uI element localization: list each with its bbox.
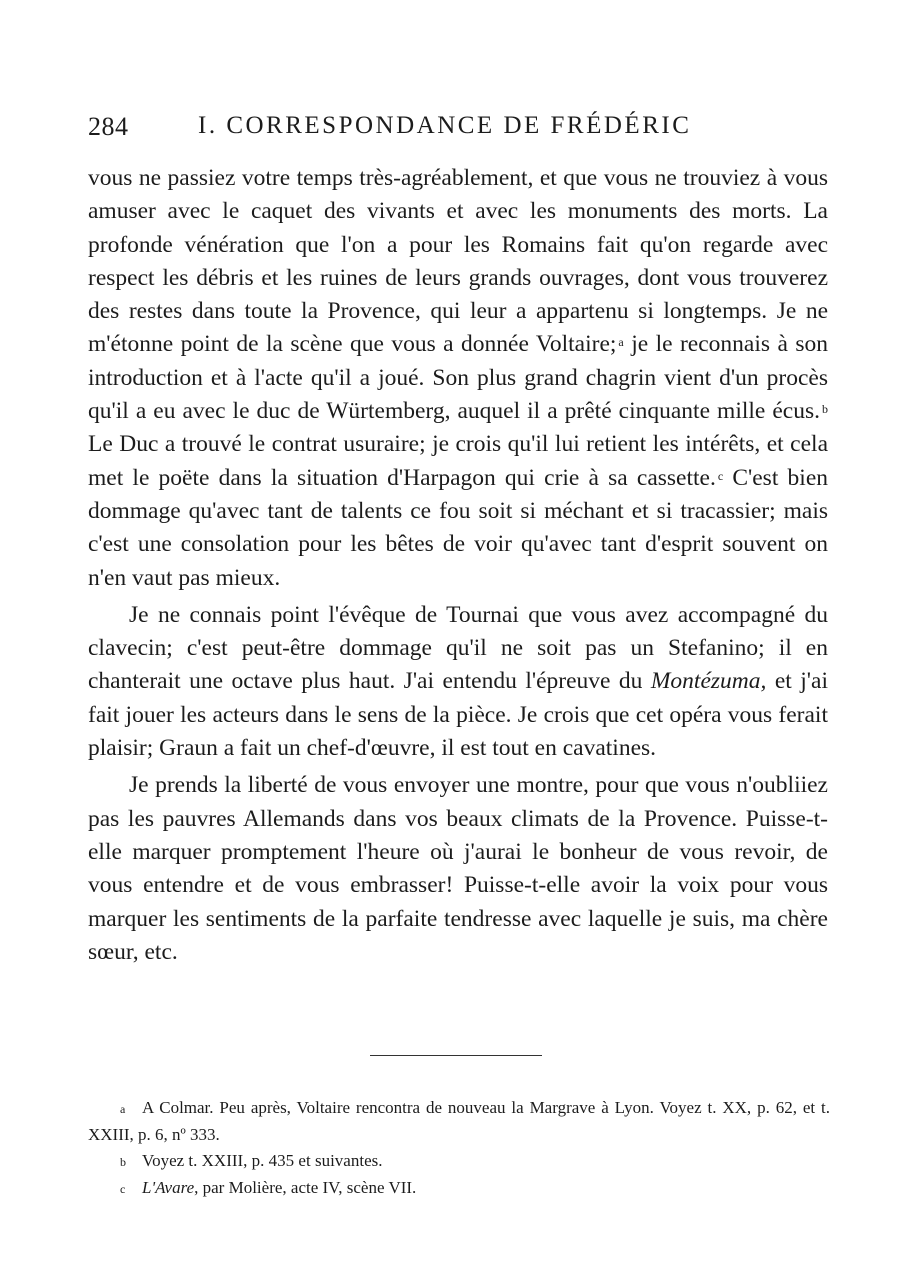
paragraph-3: Je prends la liberté de vous envoyer une montre, pour que vous n'oubliiez pas les pauvres Allemands dans vos beaux climats de la Provence. Puisse-t-elle marquer promptement l'heure où j'aurai le bonheur de vous revoir, de vous entendre et de vous embrasser! Puisse-t-elle avoir la voix pour vous marquer les sentiments de la parfaite tendresse avec laquelle je suis, ma chère sœur, etc.	[88, 772, 828, 965]
opera-title: Montézuma,	[650, 668, 767, 695]
running-head: I. CORRESPONDANCE DE FRÉDÉRIC	[198, 112, 692, 139]
footnote-mark: b	[120, 1155, 126, 1169]
paragraph-1-part-b: je le reconnais à son introduction et à l'acte qu'il a joué. Son plus grand chagrin vient d'un procès qu'il a eu avec le duc de Würtemberg, auquel il a prêté cinquante mille écus.	[88, 331, 828, 425]
paragraph-2	[88, 599, 828, 765]
footnote-a	[88, 1095, 830, 1148]
paragraph-1	[88, 162, 828, 595]
paragraph-2-part-b: et j'ai fait jouer les acteurs dans le sens de la pièce. Je crois que cet opéra vous ferait plaisir; Graun a fait un chef-d'œuvre, il est tout en cavatines.	[88, 668, 828, 762]
footnote-b	[88, 1148, 830, 1175]
work-title: L'Avare	[142, 1178, 195, 1197]
footnote-ref-b[interactable]: b	[822, 402, 828, 417]
footnote-c	[88, 1175, 830, 1202]
footnote-mark: c	[120, 1182, 126, 1196]
footnote-ref-c[interactable]: c	[717, 468, 724, 483]
footnote-text: , par Molière, acte IV, scène VII.	[194, 1178, 417, 1197]
footnotes	[88, 1095, 830, 1202]
footnote-mark: a	[120, 1102, 126, 1116]
paragraph-2-part-a: Je ne connais point l'évêque de Tournai que vous avez accompagné du clavecin; c'est peut-être dommage qu'il ne soit pas un Stefanino; il en chanterait une octave plus haut. J'ai entendu l'épreuve du	[88, 601, 828, 695]
page-header	[88, 112, 828, 152]
footnote-divider	[370, 1055, 542, 1056]
paragraph-1-part-c: Le Duc a trouvé le contrat usuraire; je crois qu'il lui retient les intérêts, et cela met le poëte dans la situation d'Harpagon qui crie à sa cassette.	[88, 431, 828, 491]
paragraph-1-part-a: vous ne passiez votre temps très-agréablement, et que vous ne trouviez à vous amuser avec le caquet des vivants et avec les monuments des morts. La profonde vénération que l'on a pour les Romains fait qu'on regarde avec respect les débris et les ruines de leurs grands ouvrages, dont vous trouverez des restes dans toute la Provence, qui leur a appartenu si longtemps. Je ne m'étonne point de la scène que vous a donnée Voltaire;	[88, 165, 828, 358]
footnote-text: Voyez t. XXIII, p. 435 et suivantes.	[142, 1151, 383, 1170]
footnote-ref-a[interactable]: a	[618, 335, 624, 350]
paragraph-1-part-d: C'est bien dommage qu'avec tant de talents ce fou soit si méchant et si tracassier; mais c'est une consolation pour les bêtes de voir qu'avec tant d'esprit souvent on n'en vaut pas mieux.	[88, 464, 828, 591]
page-number: 284	[88, 112, 129, 141]
footnote-text: A Colmar. Peu après, Voltaire rencontra de nouveau la Margrave à Lyon. Voyez t. XX, p. 62, et t. XXIII, p. 6, nº 333.	[88, 1098, 830, 1144]
letter-body	[88, 162, 828, 969]
